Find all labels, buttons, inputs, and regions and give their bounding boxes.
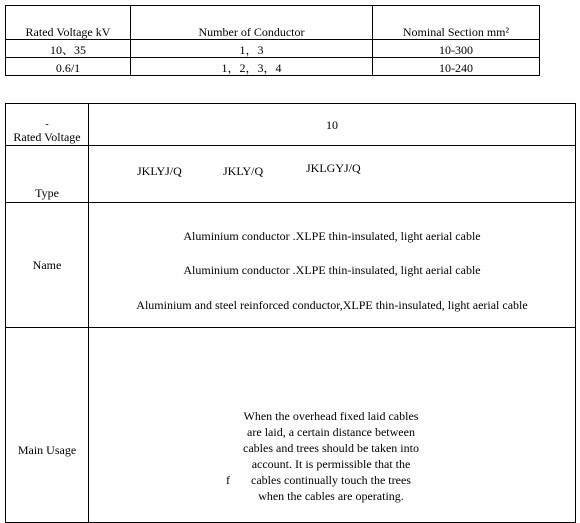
type-value: JKLYJ/Q [137,164,182,178]
rated-voltage-row [6,104,576,146]
rated-voltage-value: 10 [89,104,576,146]
product-table [5,103,576,523]
spec-header-rated-voltage: Rated Voltage kV [6,6,131,40]
table-row [6,58,540,76]
spec-header-nominal-section: Nominal Section mm² [373,6,540,40]
spec-cell: 1，3 [131,40,373,58]
spec-cell: 1，2，3，4 [131,58,373,76]
name-line: Aluminium and steel reinforced conductor,XLPE thin-insulated, light aerial cable [136,298,528,312]
type-value: JKLGYJ/Q [306,161,361,175]
main-usage-cell [89,328,576,523]
rated-voltage-dash: - [45,119,49,130]
spec-header-conductor-count: Number of Conductor [131,6,373,40]
table-row [6,40,540,58]
spec-cell: 10-240 [373,58,540,76]
main-usage-label: Main Usage [6,328,89,523]
name-line: Aluminium conductor .XLPE thin-insulated, light aerial cable [183,263,481,277]
name-row [6,203,576,328]
spec-cell: 0.6/1 [6,58,131,76]
main-usage-row [6,328,576,523]
type-row [6,146,576,203]
name-line: Aluminium conductor .XLPE thin-insulated, light aerial cable [183,229,481,243]
name-values-cell [89,203,576,328]
rated-voltage-label: Rated Voltage [13,130,81,144]
spec-cell: 10、35 [6,40,131,58]
rated-voltage-label-cell [6,104,89,146]
type-value: JKLY/Q [223,164,264,178]
spec-cell: 10-300 [373,40,540,58]
spec-table [5,5,540,76]
spec-header-row [6,6,540,40]
type-label: Type [6,146,89,203]
type-values-cell [89,146,576,203]
main-usage-stray-char: f [226,473,230,487]
name-label: Name [6,203,89,328]
main-usage-text: When the overhead fixed laid cables are laid, a certain distance between cables and trees should be taken into account. It is permissible that the cables continually touch the trees when the cables are operating. [243,409,419,503]
